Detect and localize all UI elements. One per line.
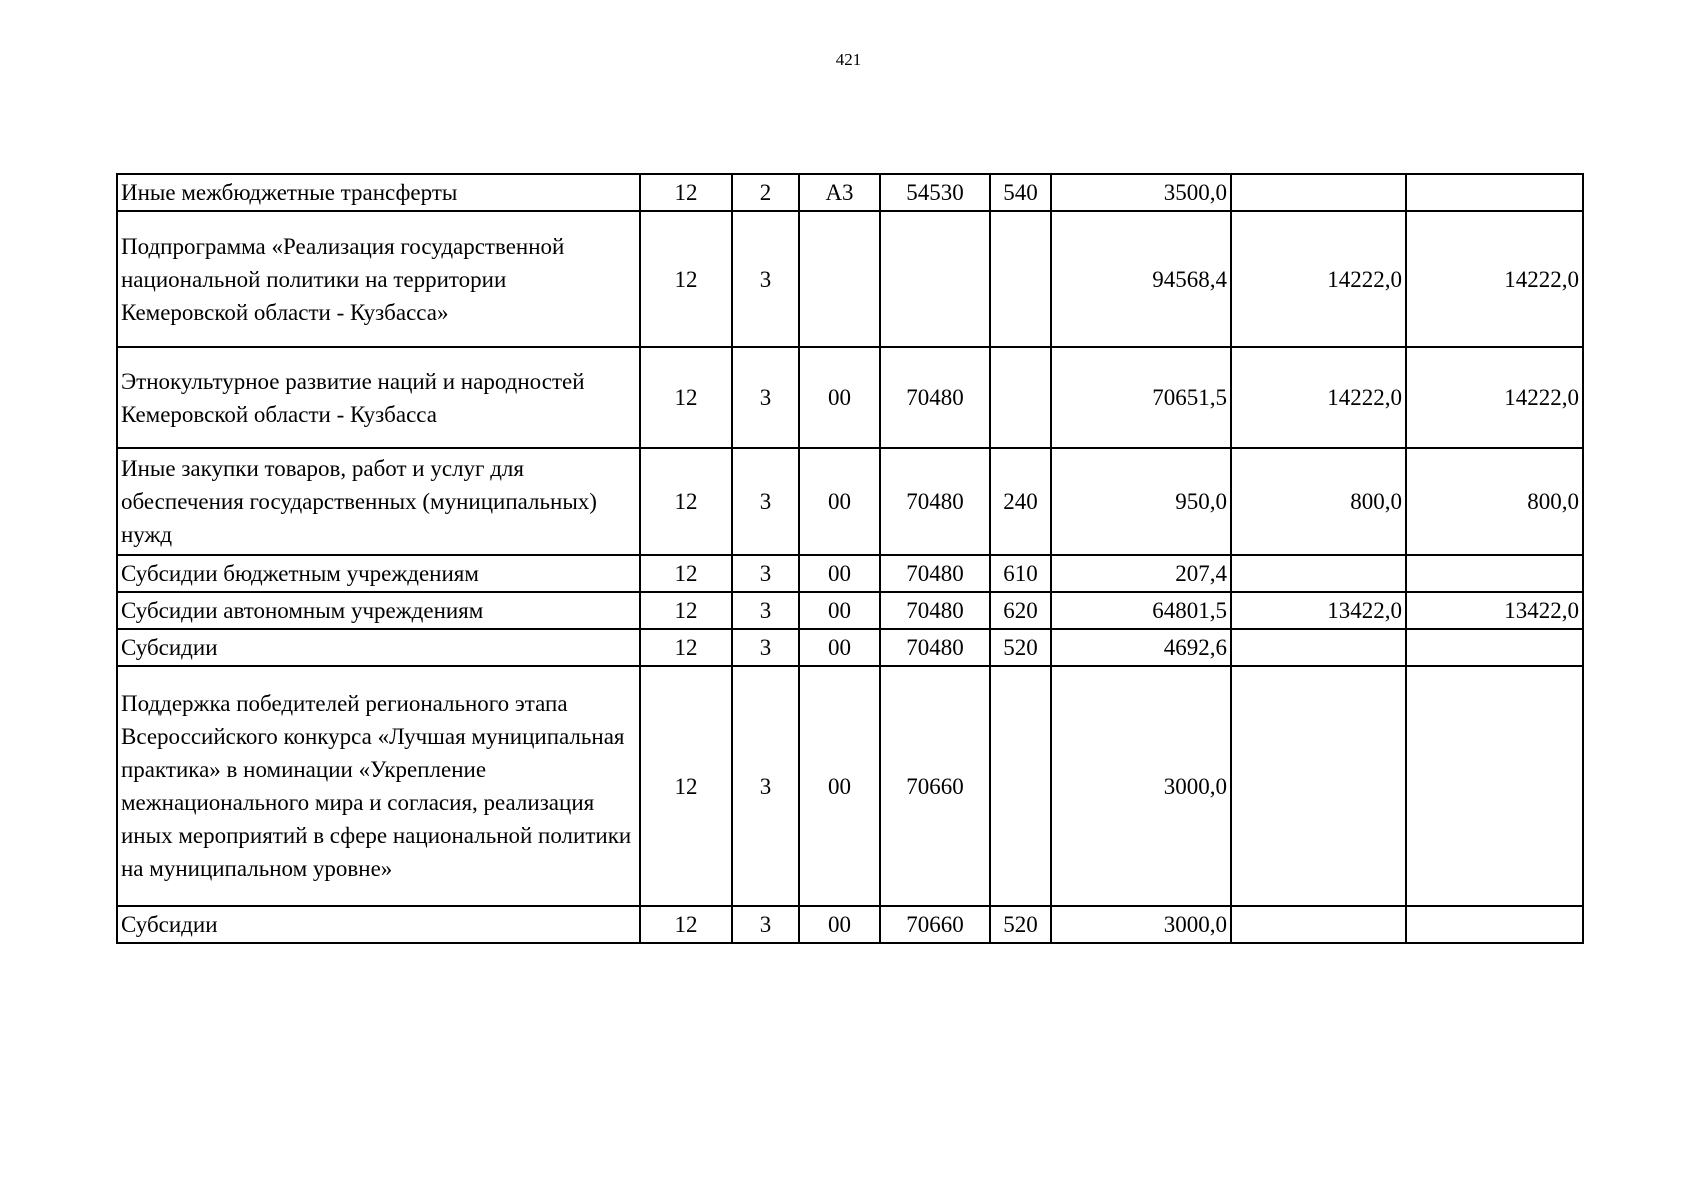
table-row [117, 629, 1583, 666]
cell-expense-type: 610 [990, 555, 1051, 592]
cell-amount-2 [1231, 666, 1406, 906]
cell-amount-1: 3000,0 [1051, 666, 1231, 906]
cell-direction [880, 211, 990, 347]
cell-amount-2: 800,0 [1231, 448, 1406, 555]
cell-amount-3 [1406, 629, 1583, 666]
cell-program: 00 [799, 448, 880, 555]
cell-subsection: 3 [732, 448, 799, 555]
row-name: Субсидии автономным учреждениям [117, 592, 640, 629]
cell-direction: 70660 [880, 666, 990, 906]
cell-expense-type [990, 347, 1051, 448]
cell-section: 12 [640, 211, 732, 347]
cell-section: 12 [640, 347, 732, 448]
cell-expense-type: 520 [990, 906, 1051, 943]
cell-expense-type: 620 [990, 592, 1051, 629]
cell-amount-3 [1406, 555, 1583, 592]
table-row [117, 211, 1583, 347]
cell-section: 12 [640, 555, 732, 592]
cell-expense-type [990, 211, 1051, 347]
row-name: Подпрограмма «Реализация государственной национальной политики на территории Кемеровской области - Кузбасса» [117, 211, 640, 347]
table-row [117, 592, 1583, 629]
cell-amount-2 [1231, 555, 1406, 592]
budget-table [116, 173, 1584, 944]
cell-section: 12 [640, 666, 732, 906]
row-name: Субсидии [117, 906, 640, 943]
cell-section: 12 [640, 629, 732, 666]
cell-amount-1: 64801,5 [1051, 592, 1231, 629]
cell-amount-3: 800,0 [1406, 448, 1583, 555]
cell-direction: 70480 [880, 629, 990, 666]
cell-amount-3 [1406, 906, 1583, 943]
table-row [117, 666, 1583, 906]
cell-amount-2 [1231, 906, 1406, 943]
cell-direction: 70480 [880, 448, 990, 555]
row-name: Иные межбюджетные трансферты [117, 174, 640, 211]
cell-expense-type: 540 [990, 174, 1051, 211]
cell-program [799, 211, 880, 347]
cell-direction: 70480 [880, 592, 990, 629]
cell-section: 12 [640, 906, 732, 943]
cell-subsection: 3 [732, 347, 799, 448]
cell-subsection: 3 [732, 629, 799, 666]
cell-expense-type [990, 666, 1051, 906]
row-name: Иные закупки товаров, работ и услуг для обеспечения государственных (муниципальных) нужд [117, 448, 640, 555]
cell-direction: 70660 [880, 906, 990, 943]
cell-program: 00 [799, 347, 880, 448]
cell-direction: 70480 [880, 347, 990, 448]
cell-amount-1: 94568,4 [1051, 211, 1231, 347]
table-row [117, 555, 1583, 592]
row-name: Поддержка победителей регионального этапа Всероссийского конкурса «Лучшая муниципальная практика» в номинации «Укрепление межнационального мира и согласия, реализация иных мероприятий в сфере национальной политики на муниципальном уровне» [117, 666, 640, 906]
cell-amount-3: 14222,0 [1406, 211, 1583, 347]
cell-section: 12 [640, 174, 732, 211]
cell-amount-2: 14222,0 [1231, 211, 1406, 347]
cell-program: А3 [799, 174, 880, 211]
cell-amount-1: 70651,5 [1051, 347, 1231, 448]
page-number: 421 [835, 50, 862, 69]
cell-direction: 54530 [880, 174, 990, 211]
cell-expense-type: 240 [990, 448, 1051, 555]
cell-program: 00 [799, 555, 880, 592]
cell-subsection: 3 [732, 906, 799, 943]
cell-expense-type: 520 [990, 629, 1051, 666]
cell-subsection: 3 [732, 592, 799, 629]
cell-amount-2: 14222,0 [1231, 347, 1406, 448]
table-row [117, 347, 1583, 448]
cell-amount-1: 207,4 [1051, 555, 1231, 592]
table-row [117, 448, 1583, 555]
cell-direction: 70480 [880, 555, 990, 592]
cell-amount-1: 3500,0 [1051, 174, 1231, 211]
row-name: Субсидии [117, 629, 640, 666]
table-row [117, 174, 1583, 211]
row-name: Субсидии бюджетным учреждениям [117, 555, 640, 592]
cell-amount-2 [1231, 174, 1406, 211]
cell-amount-1: 950,0 [1051, 448, 1231, 555]
cell-program: 00 [799, 592, 880, 629]
cell-amount-1: 3000,0 [1051, 906, 1231, 943]
table-row [117, 906, 1583, 943]
cell-amount-3 [1406, 174, 1583, 211]
cell-program: 00 [799, 629, 880, 666]
cell-amount-2 [1231, 629, 1406, 666]
cell-program: 00 [799, 666, 880, 906]
cell-program: 00 [799, 906, 880, 943]
cell-amount-3: 13422,0 [1406, 592, 1583, 629]
cell-amount-1: 4692,6 [1051, 629, 1231, 666]
cell-subsection: 3 [732, 666, 799, 906]
cell-section: 12 [640, 448, 732, 555]
cell-subsection: 2 [732, 174, 799, 211]
cell-amount-2: 13422,0 [1231, 592, 1406, 629]
cell-amount-3: 14222,0 [1406, 347, 1583, 448]
cell-subsection: 3 [732, 211, 799, 347]
cell-amount-3 [1406, 666, 1583, 906]
cell-subsection: 3 [732, 555, 799, 592]
cell-section: 12 [640, 592, 732, 629]
row-name: Этнокультурное развитие наций и народностей Кемеровской области - Кузбасса [117, 347, 640, 448]
